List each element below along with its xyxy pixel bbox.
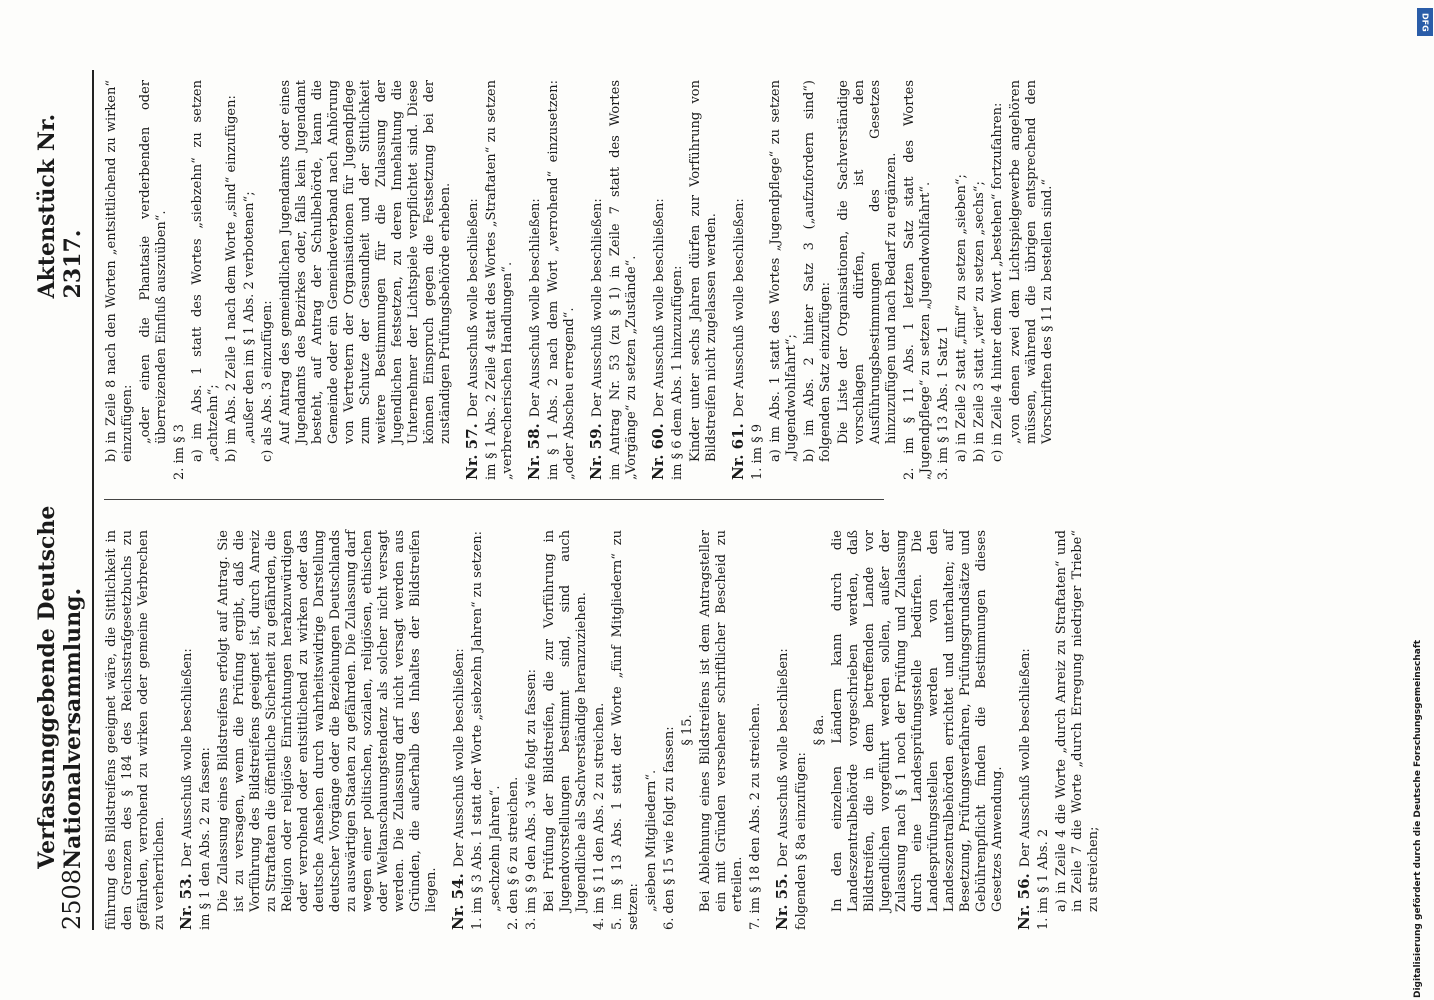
paragraph: im § 1 den Abs. 2 zu fassen: — [198, 747, 213, 930]
digitization-credit — [1408, 8, 1428, 998]
column-divider — [104, 499, 884, 500]
list-item: 5. im § 13 Abs. 1 statt der Worte „fünf Mitgliedern“ zu setzen: — [610, 530, 641, 930]
page-title: Verfassunggebende Deutsche Nationalversammlung. — [34, 505, 86, 869]
quote: „sieben Mitgliedern“. — [644, 769, 659, 912]
motion-heading: Der Ausschuß wolle beschließen: — [528, 198, 543, 418]
quote: Bei Prüfung der Bildstreifen, die zur Vorführung in Jugendvorstellungen bestimmt sind, sind auch Jugendliche als Sachverständige heranzuziehen. — [542, 530, 589, 912]
paragraph: Die Zulassung eines Bildstreifens erfolgt auf Antrag. Sie ist zu versagen, wenn die Prüfung ergibt, daß die Vorführung des Bildstreifens geeignet ist, durch Anreiz zu Straftaten die öffentliche Sicherheit zu gefährden, die Religion oder religiöse Einrichtungen herabzuwürdigen oder verrohend oder entsittlichend zu wirken oder das deutsche Ansehen durch wahrheitswidrige Darstellung deutscher Vorgänge oder die Beziehungen Deutschlands zu auswärtigen Staaten zu gefährden. Die Zulassung darf wegen einer politischen, sozialen, religiösen, ethischen oder Weltanschauungstendenz als solcher nicht versagt werden. Die Zulassung darf nicht versagt werden aus Gründen, die außerhalb des Inhaltes der Bildstreifen liegen. — [216, 530, 439, 912]
list-item: b) in Zeile 8 nach den Worten „entsittlichend zu wirken“ einzufügen: — [104, 80, 135, 462]
list-item: a) in Zeile 2 statt „fünf“ zu setzen „sieben“; — [954, 174, 969, 462]
list-item: 2. den § 6 zu streichen. — [506, 776, 521, 930]
motion-heading: Der Ausschuß wolle beschließen: — [776, 648, 791, 868]
list-item: c) als Abs. 3 einzufügen: — [260, 300, 275, 462]
section-heading: § 8a. — [812, 714, 827, 746]
header-rule — [92, 70, 94, 930]
list-item: 3. im § 13 Abs. 1 Satz 1 — [936, 325, 951, 480]
motion-heading: Der Ausschuß wolle beschließen: — [180, 648, 195, 868]
motion-number: Nr. 61. — [729, 423, 747, 480]
list-item: 3. im § 9 den Abs. 3 wie folgt zu fassen: — [524, 668, 539, 930]
quote: „oder einen die Phantasie verderbenden oder überreizenden Einfluß auszuüben“. — [138, 80, 169, 444]
paragraph: führung des Bildstreifens geeignet wäre, die Sittlichkeit in den Grenzen des § 184 des Reichsstrafgesetzbuchs zu gefährden, verrohend zu wirken oder gemeine Verbrechen zu verherrlichen. — [104, 530, 167, 930]
list-item: b) im Abs. 2 hinter Satz 3 („aufzufordern sind“) folgenden Satz einzufügen: — [802, 80, 833, 462]
motion-heading: Der Ausschuß wolle beschließen: — [1018, 648, 1033, 868]
list-item: 2. im § 11 Abs. 1 letzten Satz statt des Wortes „Jugendpflege“ zu setzen „Jugendwohlfahrt“. — [902, 80, 933, 480]
motion-heading: Der Ausschuß wolle beschließen: — [590, 198, 605, 418]
section-heading: § 15. — [680, 714, 695, 746]
motion-number: Nr. 56. — [1015, 873, 1033, 930]
list-item: a) im Abs. 1 statt des Wortes „Jugendpflege“ zu setzen „Jugendwohlfahrt“; — [768, 80, 799, 462]
right-column — [104, 80, 1058, 480]
page-number: 2508 — [58, 868, 86, 930]
document-number: Aktenstück Nr. 2317. — [34, 113, 86, 299]
list-item: a) im Abs. 1 statt des Wortes „siebzehn“ zu setzen „achtzehn“; — [190, 80, 221, 462]
left-column — [104, 530, 1104, 930]
list-item: 1. im § 9 — [750, 423, 765, 480]
list-item: 4. im § 11 den Abs. 2 zu streichen. — [592, 702, 607, 930]
motion-number: Nr. 57. — [463, 423, 481, 480]
list-item: c) in Zeile 4 hinter dem Wort „bestehen“ fortzufahren: — [990, 102, 1005, 462]
quote: Bei Ablehnung eines Bildstreifens ist dem Antragsteller ein mit Gründen versehener schriftlicher Bescheid zu erteilen. — [698, 530, 745, 912]
page-header — [34, 70, 86, 930]
motion-heading: Der Ausschuß wolle beschließen: — [466, 198, 481, 418]
list-item: b) in Zeile 3 statt „vier“ zu setzen „sechs“; — [972, 181, 987, 462]
paragraph: folgenden § 8a einzufügen: — [794, 752, 809, 930]
quote: Die Liste der Organisationen, die Sachverständige vorschlagen dürfen, ist den Ausführungsbestimmungen des Gesetzes hinzuzufügen und nach Bedarf zu ergänzen. — [836, 80, 899, 444]
quote: Auf Antrag des gemeindlichen Jugendamts oder eines Jugendamts des Bezirkes oder, falls kein Jugendamt besteht, auf Antrag der Schulbehörde, kann die Gemeinde oder ein Gemeindeverband nach Anhörung von Vertretern der Organisationen für Jugendpflege zum Schutze der Gesundheit und der Sittlichkeit weitere Bestimmungen für die Zulassung der Jugendlichen festsetzen, zu deren Innehaltung die Unternehmer der Lichtspiele verpflichtet sind. Diese können Einspruch gegen die Festsetzung bei der zuständigen Prüfungsbehörde erheben. — [278, 80, 453, 444]
list-item: 6. den § 15 wie folgt zu fassen: — [662, 726, 677, 930]
motion-number: Nr. 59. — [587, 423, 605, 480]
motion-number: Nr. 55. — [773, 873, 791, 930]
motion-heading: Der Ausschuß wolle beschließen: — [652, 198, 667, 418]
paragraph: im § 1 Abs. 2 Zeile 4 statt des Wortes „Straftaten“ zu setzen „verbrecherischen Handlungen“. — [484, 80, 515, 480]
list-item: b) im Abs. 2 Zeile 1 nach dem Worte „sind“ einzufügen: — [224, 95, 239, 462]
motion-heading: Der Ausschuß wolle beschließen: — [732, 198, 747, 418]
motion-number: Nr. 53. — [177, 873, 195, 930]
list-item: a) in Zeile 4 die Worte „durch Anreiz zu Straftaten“ und in Zeile 7 die Worte „durch Erregung niedriger Triebe“ zu streichen; — [1054, 530, 1101, 912]
list-item: 1. im § 1 Abs. 2 — [1036, 828, 1051, 930]
quote: In den einzelnen Ländern kann durch die Landeszentralbehörde vorgeschrieben werden, daß Bildstreifen, die in dem betreffenden Lande vor Jugendlichen vorgeführt werden sollen, außer der Zulassung nach § 1 noch der Prüfung und Zulassung durch eine Landesprüfungsstelle bedürfen. Die Landesprüfungsstellen werden von den Landeszentralbehörden errichtet und unterhalten; auf Besetzung, Prüfungsverfahren, Prüfungsgrundsätze und Gebührenpflicht finden die Bestimmungen dieses Gesetzes Anwendung. — [830, 530, 1005, 912]
list-item: 1. im § 3 Abs. 1 statt der Worte „siebzehn Jahren“ zu setzen: — [470, 530, 485, 930]
motion-number: Nr. 54. — [449, 873, 467, 930]
paragraph: im § 6 dem Abs. 1 hinzuzufügen: — [670, 265, 685, 480]
quote: Kinder unter sechs Jahren dürfen zur Vorführung von Bildstreifen nicht zugelassen werden. — [688, 80, 719, 462]
credit-text: Digitalisierung gefördert durch die Deutsche Forschungsgemeinschaft — [1413, 639, 1423, 998]
quote: „sechzehn Jahren“. — [488, 785, 503, 912]
motion-number: Nr. 58. — [525, 423, 543, 480]
quote: „von denen zwei dem Lichtspielgewerbe angehören müssen, während die übrigen entsprechend den Vorschriften des § 11 zu bestellen sind.“ — [1008, 80, 1055, 444]
list-item: 7. im § 18 den Abs. 2 zu streichen. — [748, 702, 763, 930]
quote: „außer den im § 1 Abs. 2 verbotenen“; — [242, 191, 257, 444]
dfg-logo: DFG — [1417, 8, 1433, 36]
paragraph: im § 1 Abs. 2 nach dem Wort „verrohend“ einzusetzen: „oder Abscheu erregend“. — [546, 80, 577, 480]
motion-heading: Der Ausschuß wolle beschließen: — [452, 648, 467, 868]
list-item: 2. im § 3 — [172, 423, 187, 480]
paragraph: im Antrag Nr. 53 (zu § 1) in Zeile 7 statt des Wortes „Vorgänge“ zu setzen „Zustände“. — [608, 80, 639, 480]
motion-number: Nr. 60. — [649, 423, 667, 480]
